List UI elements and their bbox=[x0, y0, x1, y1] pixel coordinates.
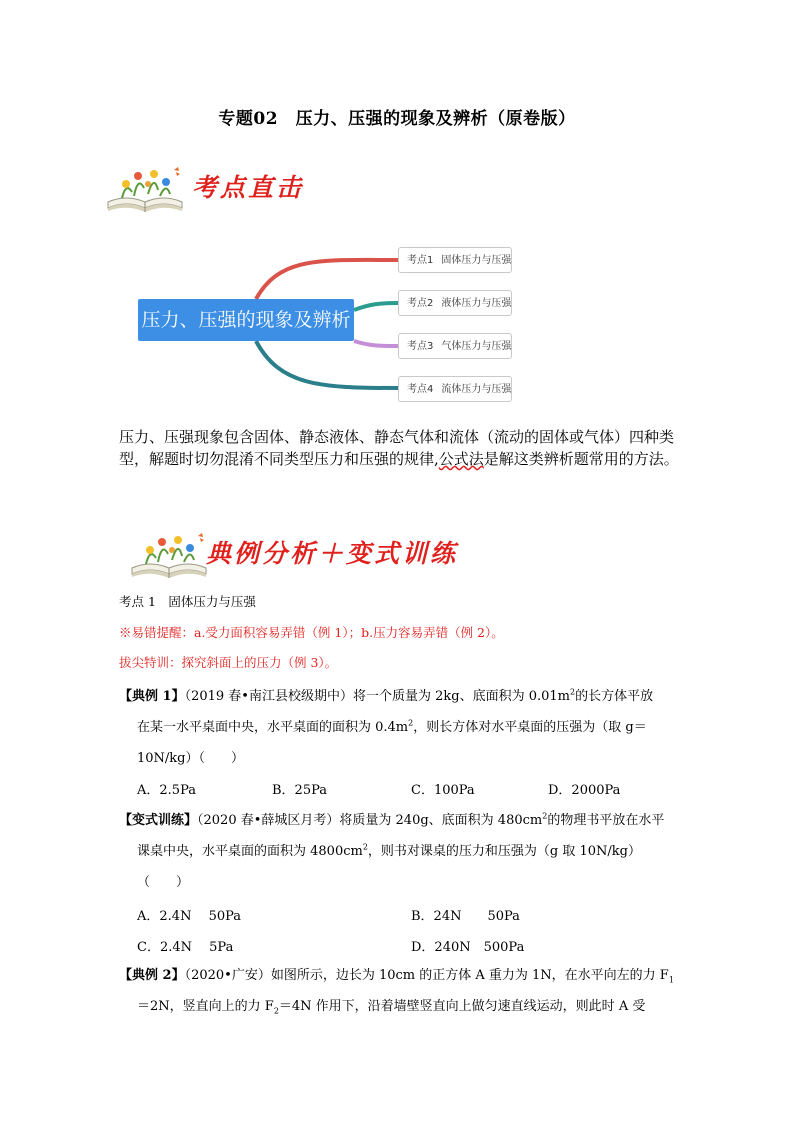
example-2-line-1 bbox=[119, 960, 679, 991]
option-d: D．240N 500Pa bbox=[411, 940, 525, 955]
section-heading-dianli bbox=[128, 528, 528, 580]
example-text: 的长方体平放 bbox=[575, 689, 654, 704]
open-book-flowers-icon bbox=[128, 528, 210, 580]
option-a: A．2.5Pa bbox=[137, 783, 196, 798]
example-text: ＝4N 作用下，沿着墙壁竖直向上做匀速直线运动，则此时 A 受 bbox=[278, 999, 646, 1014]
variation-1-line-3: （ ） bbox=[137, 875, 190, 890]
mind-map-root: 压力、压强的现象及辨析 bbox=[138, 299, 354, 341]
node-key: 考点4 bbox=[407, 384, 434, 395]
variation-1 bbox=[119, 805, 679, 898]
example-2-line-2 bbox=[119, 991, 679, 1022]
option-c: C．2.4N 5Pa bbox=[137, 940, 234, 955]
example-text: 在某一水平桌面中央，水平桌面的面积为 0.4m bbox=[137, 720, 409, 735]
node-key: 考点3 bbox=[407, 341, 434, 352]
page-title: 专题02 压力、压强的现象及辨析（原卷版） bbox=[218, 109, 576, 129]
example-text: ，则书对课桌的压力和压强为（g 取 10N/kg） bbox=[367, 844, 642, 859]
special-training: 拔尖特训：探究斜面上的压力（例 3）。 bbox=[119, 655, 338, 670]
subscript: 2 bbox=[273, 1006, 279, 1016]
mind-map-node-1 bbox=[398, 247, 512, 273]
kaodian-heading: 考点 1 固体压力与压强 bbox=[119, 594, 256, 609]
example-text: 课桌中央，水平桌面的面积为 4800cm bbox=[137, 844, 363, 859]
option-a: A．2.4N 50Pa bbox=[137, 909, 242, 924]
node-key: 考点2 bbox=[407, 298, 434, 309]
example-text: （2020•广安）如图所示，边长为 10cm 的正方体 A 重力为 1N，在水平向左的力 F bbox=[184, 968, 669, 983]
example-text: ，则长方体对水平桌面的压强为（取 g＝ bbox=[413, 720, 647, 735]
example-2 bbox=[119, 960, 679, 1022]
variation-1-line-1 bbox=[119, 805, 679, 836]
option-b: B．25Pa bbox=[272, 783, 328, 798]
intro-underlined: 公式法 bbox=[438, 450, 484, 468]
section-label: 考点直击 bbox=[192, 173, 305, 202]
error-tip: ※易错提醒：a.受力面积容易弄错（例 1）；b.压力容易弄错（例 2）。 bbox=[119, 625, 504, 640]
mind-map-node-3 bbox=[398, 333, 512, 359]
superscript: 2 bbox=[569, 687, 576, 697]
example-tag: 【典例 1】 bbox=[119, 689, 185, 704]
example-text: ＝2N，竖直向上的力 F bbox=[137, 999, 274, 1014]
option-c: C．100Pa bbox=[411, 783, 475, 798]
superscript: 2 bbox=[408, 718, 414, 728]
option-d: D．2000Pa bbox=[548, 783, 621, 798]
example-text: （2020 春•薛城区月考）将质量为 240g、底面积为 480cm bbox=[197, 813, 543, 828]
intro-paragraph bbox=[119, 426, 679, 470]
intro-text-2: 是解这类辨析题常用的方法。 bbox=[483, 450, 679, 468]
example-tag: 【变式训练】 bbox=[119, 813, 198, 828]
example-text: （2019 春•南江县校级期中）将一个质量为 2kg、底面积为 0.01m bbox=[184, 689, 570, 704]
variation-1-line-2 bbox=[119, 836, 679, 867]
section-label: 典例分析＋变式训练 bbox=[206, 539, 459, 568]
node-key: 考点1 bbox=[407, 255, 434, 266]
mind-map-node-4 bbox=[398, 376, 512, 402]
option-b: B．24N 50Pa bbox=[411, 909, 520, 924]
open-book-flowers-icon bbox=[104, 162, 186, 214]
example-1 bbox=[119, 681, 679, 774]
superscript: 2 bbox=[542, 811, 548, 821]
mind-map bbox=[130, 236, 520, 408]
subscript: 1 bbox=[668, 975, 674, 985]
example-text: 的物理书平放在水平 bbox=[547, 813, 665, 828]
intro-text-1: 压力、压强现象包含固体、静态液体、静态气体和流体（流动的固体或气体）四种类型，解题时切勿混淆不同类型压力和压强的规律, bbox=[119, 428, 675, 468]
example-1-line-2 bbox=[119, 712, 679, 743]
example-tag: 【典例 2】 bbox=[119, 968, 185, 983]
section-heading-kaodian bbox=[104, 162, 364, 214]
mind-map-node-2 bbox=[398, 290, 512, 316]
node-label: 气体压力与压强 bbox=[441, 341, 512, 352]
superscript: 2 bbox=[362, 842, 368, 852]
node-label: 流体压力与压强 bbox=[441, 384, 512, 395]
node-label: 固体压力与压强 bbox=[441, 255, 512, 266]
example-1-line-1 bbox=[119, 681, 679, 712]
node-label: 液体压力与压强 bbox=[441, 298, 512, 309]
example-1-line-3: 10N/kg）（ ） bbox=[137, 751, 244, 766]
